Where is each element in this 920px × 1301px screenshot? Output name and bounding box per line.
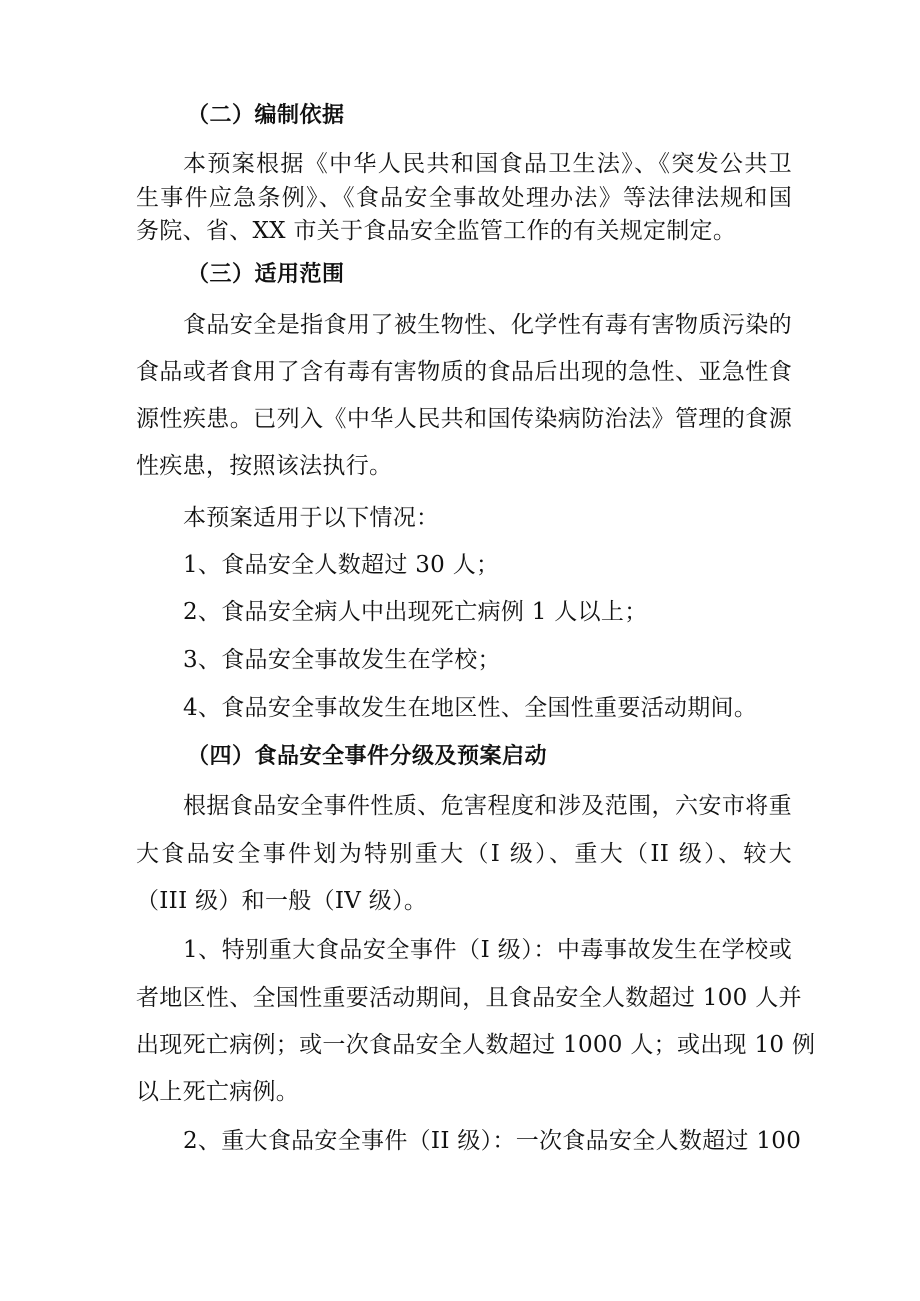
paragraph-line: 大食品安全事件划为特别重大（I 级）、重大（II 级）、较大 (136, 841, 792, 867)
paragraph-line: 根据食品安全事件性质、危害程度和涉及范围，六安市将重 (183, 793, 792, 819)
paragraph-line: 以上死亡病例。 (136, 1079, 300, 1105)
paragraph-line: 生事件应急条例》、《食品安全事故处理办法》等法律法规和国 (136, 185, 792, 211)
section-heading-classification: （四）食品安全事件分级及预案启动 (187, 744, 548, 769)
paragraph-line: 本预案根据《中华人民共和国食品卫生法》、《突发公共卫 (183, 151, 792, 177)
list-item: 2、食品安全病人中出现死亡病例 1 人以上； (183, 599, 648, 625)
list-item: 1、食品安全人数超过 30 人； (183, 552, 500, 578)
paragraph-line: 2、重大食品安全事件（II 级）：一次食品安全人数超过 100 (183, 1128, 802, 1154)
paragraph-line: 者地区性、全国性重要活动期间，且食品安全人数超过 100 人并 (136, 985, 802, 1011)
paragraph-line: 食品安全是指食用了被生物性、化学性有毒有害物质污染的 (183, 312, 792, 338)
paragraph-line: （III 级）和一般（IV 级）。 (136, 888, 428, 914)
applicability-intro: 本预案适用于以下情况： (183, 505, 440, 531)
section-heading-scope: （三）适用范围 (187, 262, 345, 287)
paragraph-line: 食品或者食用了含有毒有害物质的食品后出现的急性、亚急性食 (136, 359, 792, 385)
paragraph-line: 务院、省、XX 市关于食品安全监管工作的有关规定制定。 (136, 218, 737, 244)
section-heading-basis: （二）编制依据 (187, 103, 345, 128)
paragraph-line: 性疾患，按照该法执行。 (136, 453, 393, 479)
paragraph-line: 1、特别重大食品安全事件（I 级）：中毒事故发生在学校或 (183, 937, 792, 963)
paragraph-line: 源性疾患。已列入《中华人民共和国传染病防治法》管理的食源 (136, 406, 792, 432)
list-item: 4、食品安全事故发生在地区性、全国性重要活动期间。 (183, 695, 758, 721)
paragraph-line: 出现死亡病例；或一次食品安全人数超过 1000 人；或出现 10 例 (136, 1032, 816, 1058)
list-item: 3、食品安全事故发生在学校； (183, 647, 501, 673)
